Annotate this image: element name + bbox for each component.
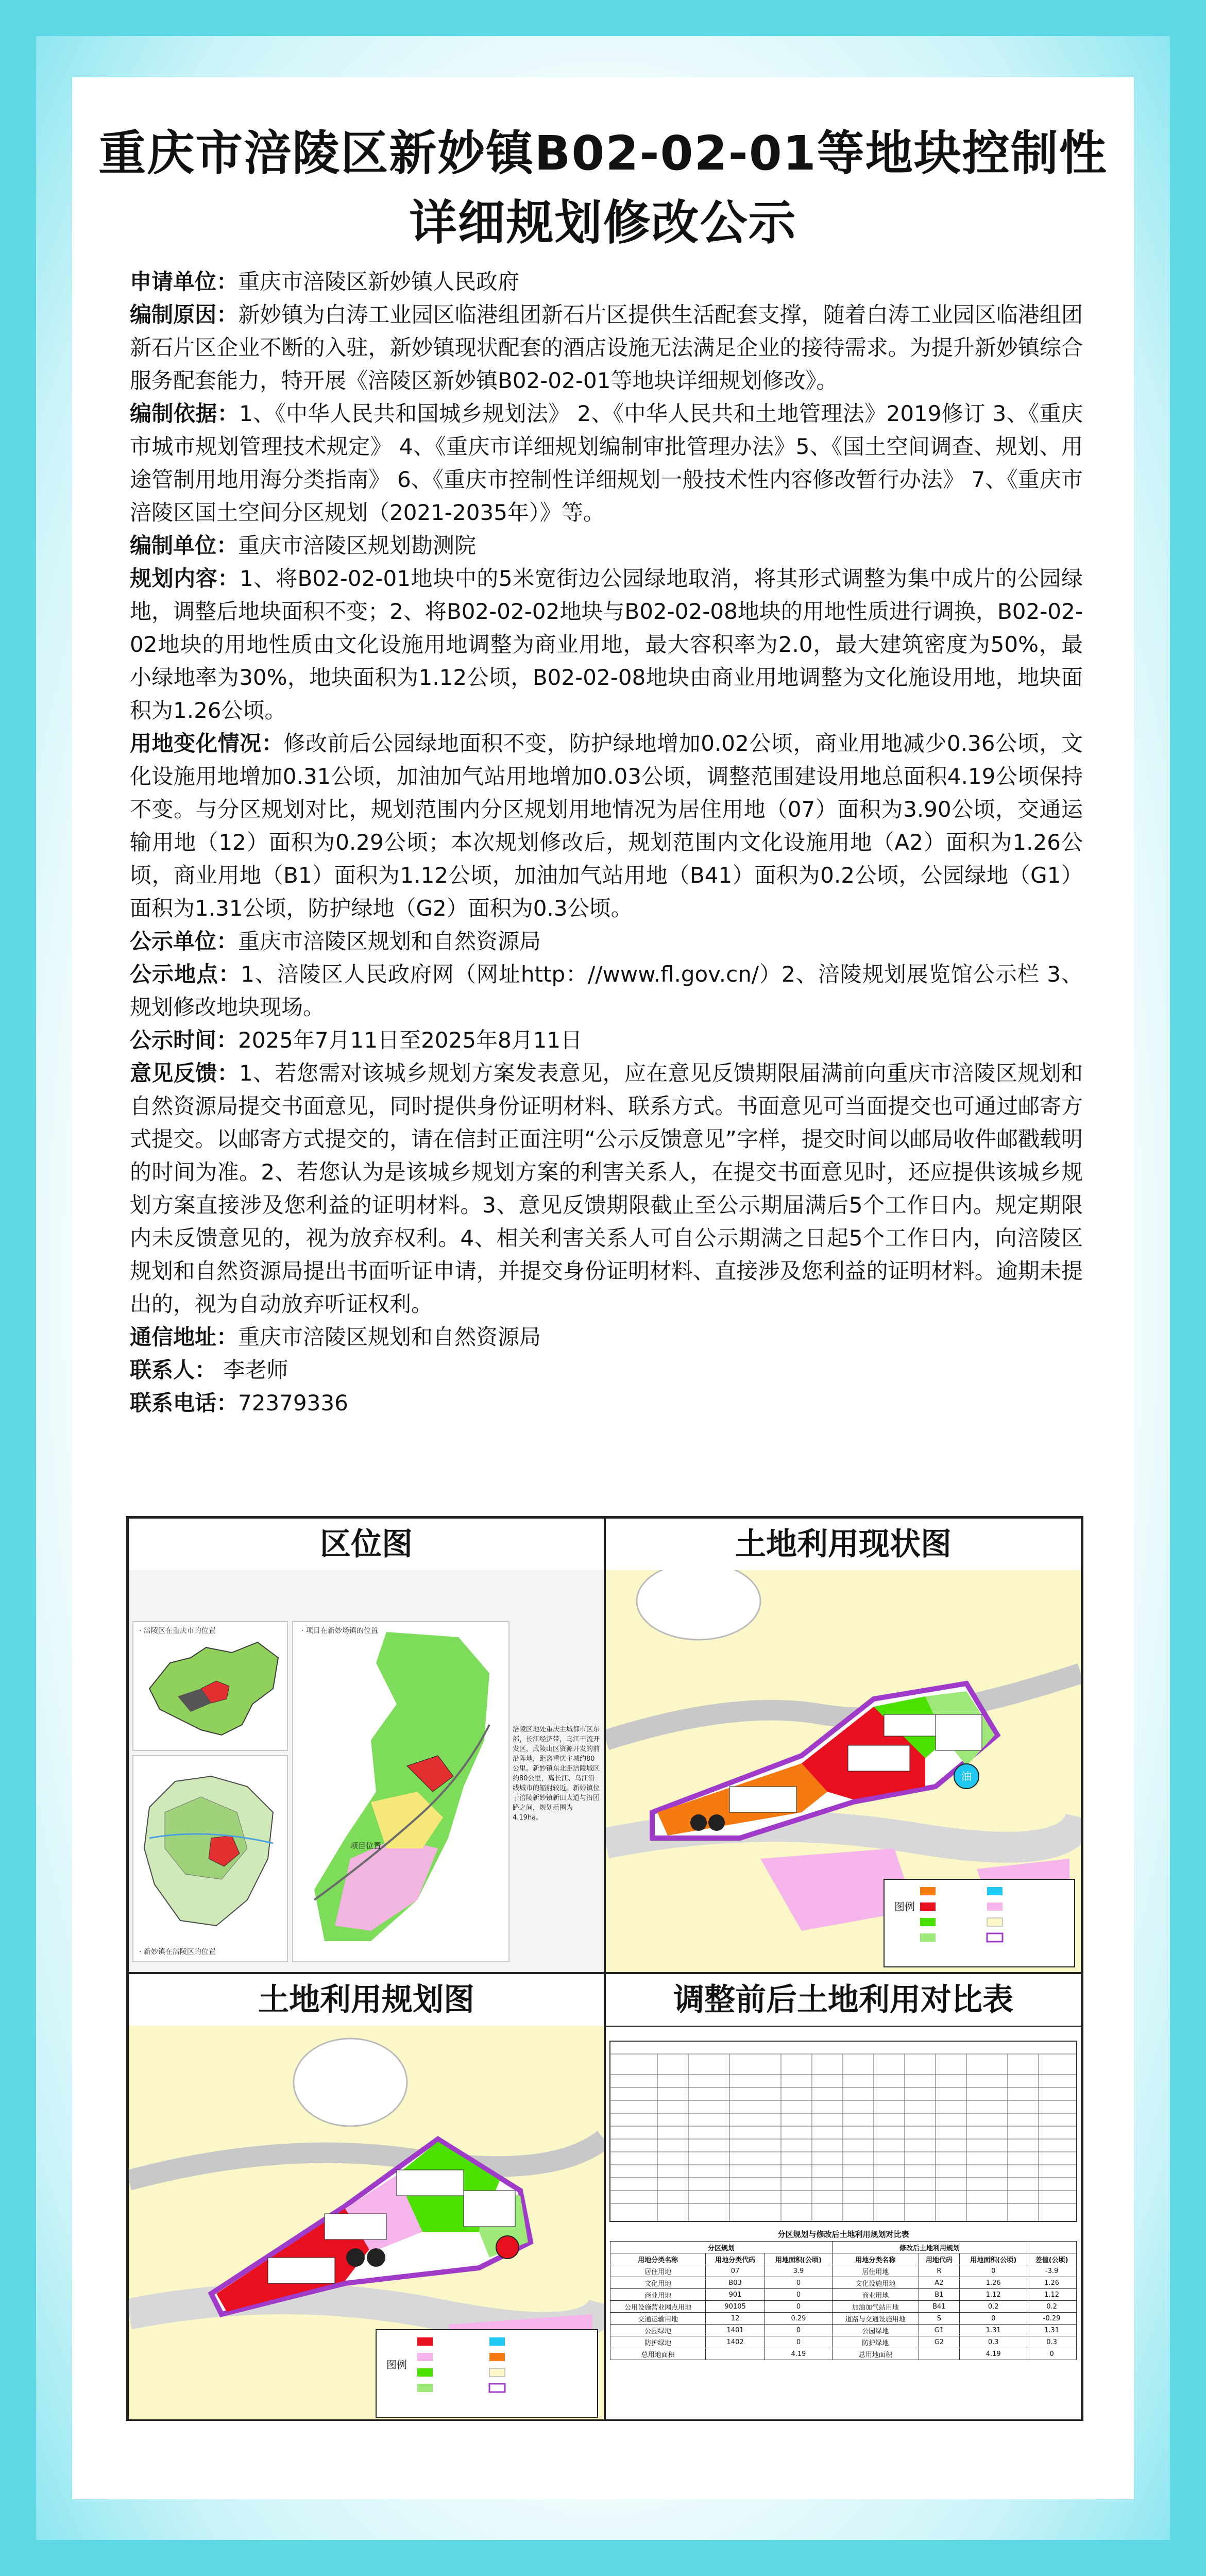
table-cell: 防护绿地 — [832, 2336, 919, 2348]
parcel-index-table — [606, 2026, 1081, 2419]
zoning-group-left: 分区规划 — [610, 2242, 833, 2253]
notice-body — [130, 265, 1083, 1420]
table-cell: 0 — [1027, 2348, 1077, 2360]
table-cell: 0 — [765, 2336, 833, 2348]
table-cell: 公园绿地 — [832, 2325, 919, 2336]
current-landuse-panel — [605, 1518, 1082, 1973]
section-compiler: 编制单位：重庆市涪陵区规划勘测院 — [130, 533, 477, 558]
table-cell: 0.2 — [960, 2301, 1027, 2313]
table-cell: 居住用地 — [832, 2265, 919, 2277]
table-cell: 加油加气站用地 — [832, 2301, 919, 2313]
section-contact: 联系人： 李老师 — [130, 1357, 288, 1383]
planned-landuse-title: 土地利用规划图 — [129, 1974, 604, 2027]
label-district: · 新妙镇在涪陵区的位置 — [139, 1948, 216, 1956]
table-row — [610, 2348, 1077, 2360]
zoning-group-right: 修改后土地利用规划 — [832, 2242, 1027, 2253]
compare-title: 调整前后土地利用对比表 — [606, 1974, 1081, 2027]
table-cell: 1402 — [706, 2336, 765, 2348]
title-line-1: 重庆市涪陵区新妙镇B02-02-01等地块控制性 — [98, 126, 1108, 181]
table-cell — [919, 2348, 960, 2360]
table-cell: S — [919, 2313, 960, 2325]
section-location: 公示地点：1、涪陵区人民政府网（网址http：//www.fl.gov.cn/）2、涪陵规划展览馆公示栏 3、规划修改地块现场。 — [130, 962, 1083, 1020]
label-chongqing: · 涪陵区在重庆市的位置 — [139, 1627, 216, 1635]
table-cell: 1.26 — [1027, 2277, 1077, 2289]
table-cell: 1.12 — [960, 2289, 1027, 2301]
table-cell: 商业用地 — [610, 2289, 706, 2301]
table-cell: 交通运输用地 — [610, 2313, 706, 2325]
table-cell: 1.31 — [1027, 2325, 1077, 2336]
section-feedback: 意见反馈：1、若您需对该城乡规划方案发表意见，应在意见反馈期限届满前向重庆市涪陵区规划和自然资源局提交书面意见，同时提供身份证明材料、联系方式。书面意见可当面提交也可通过邮寄方式提交。以邮寄方式提交的，请在信封正面注明“公示反馈意见”字样，提交时间以邮局收件邮戳载明的时间为准。2、若您认为是该城乡规划方案的利害关系人，在提交书面意见时，还应提供该城乡规划方案直接涉及您利益的证明材料。3、意见反馈期限截止至公示期届满后5个工作日内。规定期限内未反馈意见的，视为放弃权利。4、相关利害关系人可自公示期满之日起5个工作日内，向涪陵区规划和自然资源局提出书面听证申请，并提交身份证明材料、直接涉及您利益的证明材料。逾期未提出的，视为自动放弃听证权利。 — [130, 1060, 1083, 1317]
table-cell: R — [919, 2265, 960, 2277]
planned-legend — [376, 2330, 598, 2417]
table-cell: 90105 — [706, 2301, 765, 2313]
table-cell: 道路与交通设施用地 — [832, 2313, 919, 2325]
current-legend — [884, 1879, 1075, 1967]
table-row — [610, 2289, 1077, 2301]
table-cell: 总用地面积 — [832, 2348, 919, 2360]
label-project: 项目位置 — [350, 1841, 382, 1850]
table-cell: 0.3 — [1027, 2336, 1077, 2348]
location-title: 区位图 — [129, 1519, 604, 1571]
table-cell: 公用设施营业网点用地 — [610, 2301, 706, 2313]
svg-text:油: 油 — [961, 1770, 972, 1782]
table-row — [610, 2277, 1077, 2289]
section-basis: 编制依据：1、《中华人民共和国城乡规划法》 2、《中华人民共和土地管理法》2019修订 3、《重庆市城市规划管理技术规定》 4、《重庆市详细规划编制审批管理办法》5、《国土空间调查、规划、用途管制用地用海分类指南》 6、《重庆市控制性详细规划一般技术性内容修改暂行办法》 7、《重庆市涪陵区国土空间分区规划（2021-2035年）》等。 — [130, 401, 1083, 525]
table-cell: B41 — [919, 2301, 960, 2313]
table-cell: 12 — [706, 2313, 765, 2325]
current-landuse-map — [606, 1570, 1081, 1972]
section-phone: 联系电话：72379336 — [130, 1390, 348, 1416]
table-row — [610, 2301, 1077, 2313]
title-line-2: 详细规划修改公示 — [409, 195, 797, 250]
table-cell: B1 — [919, 2289, 960, 2301]
section-content: 规划内容：1、将B02-02-01地块中的5米宽街边公园绿地取消，将其形式调整为集中成片的公园绿地，调整后地块面积不变；2、将B02-02-02地块与B02-02-08地块的用地性质进行调换，B02-02-02地块的用地性质由文化设施用地调整为商业用地，最大容积率为2.0，最大建筑密度为50%，最小绿地率为30%，地块面积为1.12公顷，B02-02-08地块由商业用地调整为文化施设用地，地块面积为1.26公顷。 — [130, 566, 1083, 723]
section-publisher: 公示单位：重庆市涪陵区规划和自然资源局 — [130, 929, 541, 954]
table-cell: -0.29 — [1027, 2313, 1077, 2325]
current-legend-label: 图例 — [894, 1900, 915, 1913]
table-cell: -3.9 — [1027, 2265, 1077, 2277]
section-address: 通信地址：重庆市涪陵区规划和自然资源局 — [130, 1324, 541, 1350]
table-cell: 0.3 — [960, 2336, 1027, 2348]
location-description: 涪陵区地处重庆主城都市区东部，长江经济带，乌江干流开发区，武陵山区资源开发的前沿阵地，距离重庆主城约80公里。新妙镇东北距涪陵城区约80公里，离长江、乌江沿线城市的辐射较近。新妙镇位于涪陵新妙镇新田大道与沿团路之间，规划范围为4.19ha。 — [513, 1726, 600, 1822]
location-panel — [128, 1518, 605, 1973]
table-cell: G1 — [919, 2325, 960, 2336]
table-cell: 0 — [765, 2277, 833, 2289]
section-reason: 编制原因：新妙镇为白涛工业园区临港组团新石片区提供生活配套支撑，随着白涛工业园区临港组团新石片区企业不断的入驻，新妙镇现状配套的酒店设施无法满足企业的接待需求。为提升新妙镇综合服务配套能力，特开展《涪陵区新妙镇B02-02-01等地块详细规划修改》。 — [130, 302, 1083, 393]
table-cell: 4.19 — [765, 2348, 833, 2360]
zoning-compare-table — [610, 2241, 1077, 2360]
table-cell: 3.9 — [765, 2265, 833, 2277]
compare-panel — [605, 1973, 1082, 2420]
table-cell: 商业用地 — [832, 2289, 919, 2301]
notice-title — [0, 119, 1206, 258]
zoning-table-caption: 分区规划与修改后土地利用规划对比表 — [777, 2230, 909, 2239]
table-cell: 居住用地 — [610, 2265, 706, 2277]
table-cell: 0 — [960, 2265, 1027, 2277]
planned-landuse-panel — [128, 1973, 605, 2420]
current-landuse-title: 土地利用现状图 — [606, 1519, 1081, 1571]
table-cell: 1401 — [706, 2325, 765, 2336]
planned-legend-label: 图例 — [386, 2359, 407, 2371]
table-cell: 1.31 — [960, 2325, 1027, 2336]
table-cell: 0.2 — [1027, 2301, 1077, 2313]
table-cell: 文化用地 — [610, 2277, 706, 2289]
section-period: 公示时间：2025年7月11日至2025年8月11日 — [130, 1028, 583, 1053]
table-cell: B03 — [706, 2277, 765, 2289]
section-applicant: 申请单位：重庆市涪陵区新妙镇人民政府 — [130, 269, 520, 294]
table-cell: 4.19 — [960, 2348, 1027, 2360]
table-row — [610, 2265, 1077, 2277]
table-cell: 0.29 — [765, 2313, 833, 2325]
table-row — [610, 2336, 1077, 2348]
table-cell: 0 — [765, 2301, 833, 2313]
table-cell — [706, 2348, 765, 2360]
section-land-change: 用地变化情况：修改前后公园绿地面积不变，防护绿地增加0.02公顷，商业用地减少0.36公顷，文化设施用地增加0.31公顷，加油加气站用地增加0.03公顷，调整范围建设用地总面积4.19公顷保持不变。与分区规划对比，规划范围内分区规划用地情况为居住用地（07）面积为3.90公顷，交通运输用地（12）面积为0.29公顷；本次规划修改后，规划范围内文化设施用地（A2）面积为1.26公顷，商业用地（B1）面积为1.12公顷，加油加气站用地（B41）面积为0.2公顷，公园绿地（G1）面积为1.31公顷，防护绿地（G2）面积为0.3公顷。 — [130, 731, 1083, 921]
label-town: · 项目在新妙场镇的位置 — [301, 1627, 378, 1635]
table-cell: 1.26 — [960, 2277, 1027, 2289]
table-row — [610, 2313, 1077, 2325]
table-cell: G2 — [919, 2336, 960, 2348]
planned-landuse-map — [129, 2026, 604, 2419]
table-cell: 0 — [960, 2313, 1027, 2325]
table-cell: A2 — [919, 2277, 960, 2289]
table-cell: 0 — [765, 2289, 833, 2301]
table-cell: 0 — [765, 2325, 833, 2336]
table-cell: 1.12 — [1027, 2289, 1077, 2301]
table-cell: 总用地面积 — [610, 2348, 706, 2360]
table-cell: 公园绿地 — [610, 2325, 706, 2336]
location-map — [129, 1570, 604, 1972]
map-panels — [126, 1516, 1083, 2421]
table-cell: 901 — [706, 2289, 765, 2301]
zoning-header-row: 用地分类名称 用地分类代码 用地面积(公顷) 用地分类名称 用地代码 用地面积(公顷) 差值(公顷) — [610, 2253, 1077, 2265]
table-cell: 防护绿地 — [610, 2336, 706, 2348]
table-cell: 07 — [706, 2265, 765, 2277]
table-row — [610, 2325, 1077, 2336]
table-cell: 文化设施用地 — [832, 2277, 919, 2289]
